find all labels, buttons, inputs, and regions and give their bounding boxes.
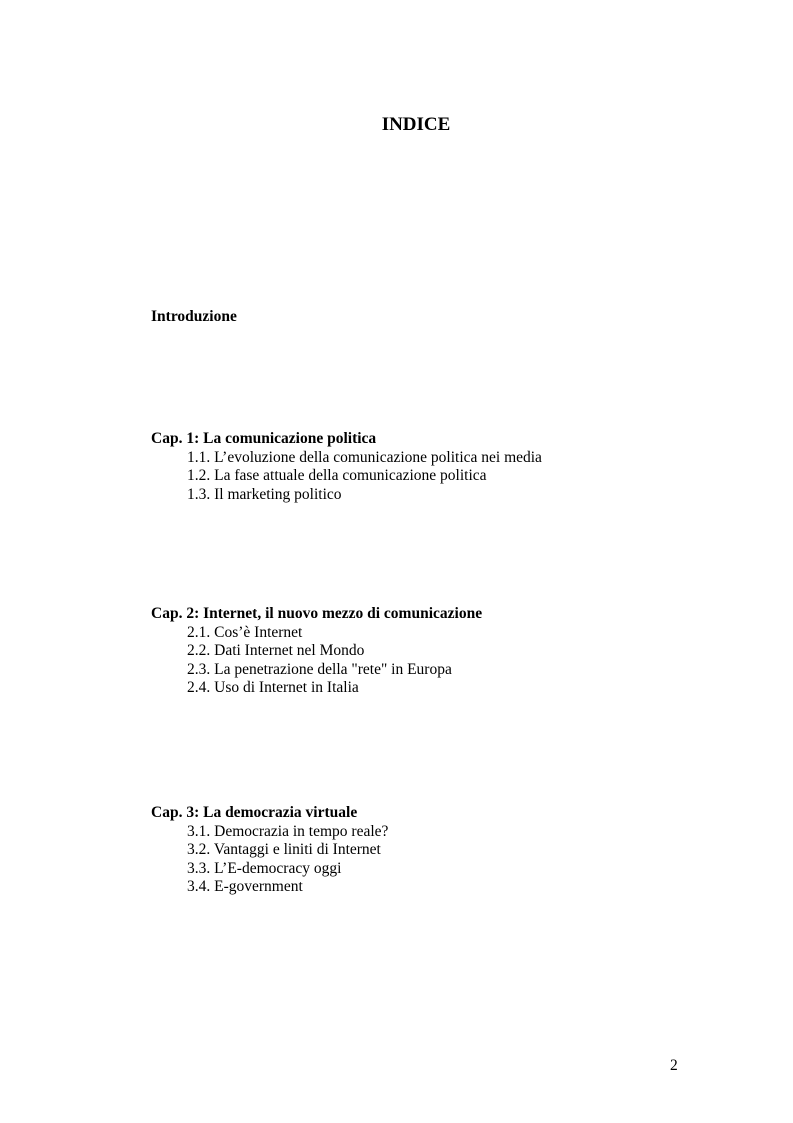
- section-item: 3.2. Vantaggi e liniti di Internet: [187, 841, 381, 858]
- section-list: [151, 823, 388, 897]
- page-number: 2: [670, 1057, 678, 1074]
- introduction-entry: Introduzione: [151, 308, 237, 325]
- section-item: 3.3. L’E-democracy oggi: [187, 859, 342, 877]
- section-item: 3.1. Democrazia in tempo reale?: [187, 822, 389, 840]
- section-list: [151, 449, 542, 505]
- section-item: 1.3. Il marketing politico: [187, 485, 342, 503]
- chapter-heading: Cap. 3: La democrazia virtuale: [151, 804, 358, 821]
- chapter-heading: Cap. 1: La comunicazione politica: [151, 430, 377, 447]
- section-item: 2.3. La penetrazione della "rete" in Europa: [187, 660, 452, 678]
- section-item: 2.1. Cos’è Internet: [187, 623, 303, 641]
- section-item: 1.2. La fase attuale della comunicazione politica: [187, 467, 487, 484]
- section-list: [151, 624, 482, 698]
- section-item: 2.2. Dati Internet nel Mondo: [187, 642, 365, 659]
- chapter-3: [151, 804, 388, 897]
- chapter-1: [151, 430, 542, 504]
- section-item: 2.4. Uso di Internet in Italia: [187, 679, 359, 696]
- page-title: INDICE: [381, 114, 451, 135]
- section-item: 3.4. E-government: [187, 878, 303, 895]
- section-item: 1.1. L’evoluzione della comunicazione politica nei media: [187, 448, 542, 466]
- chapter-2: [151, 605, 482, 698]
- chapter-heading: Cap. 2: Internet, il nuovo mezzo di comunicazione: [151, 605, 483, 622]
